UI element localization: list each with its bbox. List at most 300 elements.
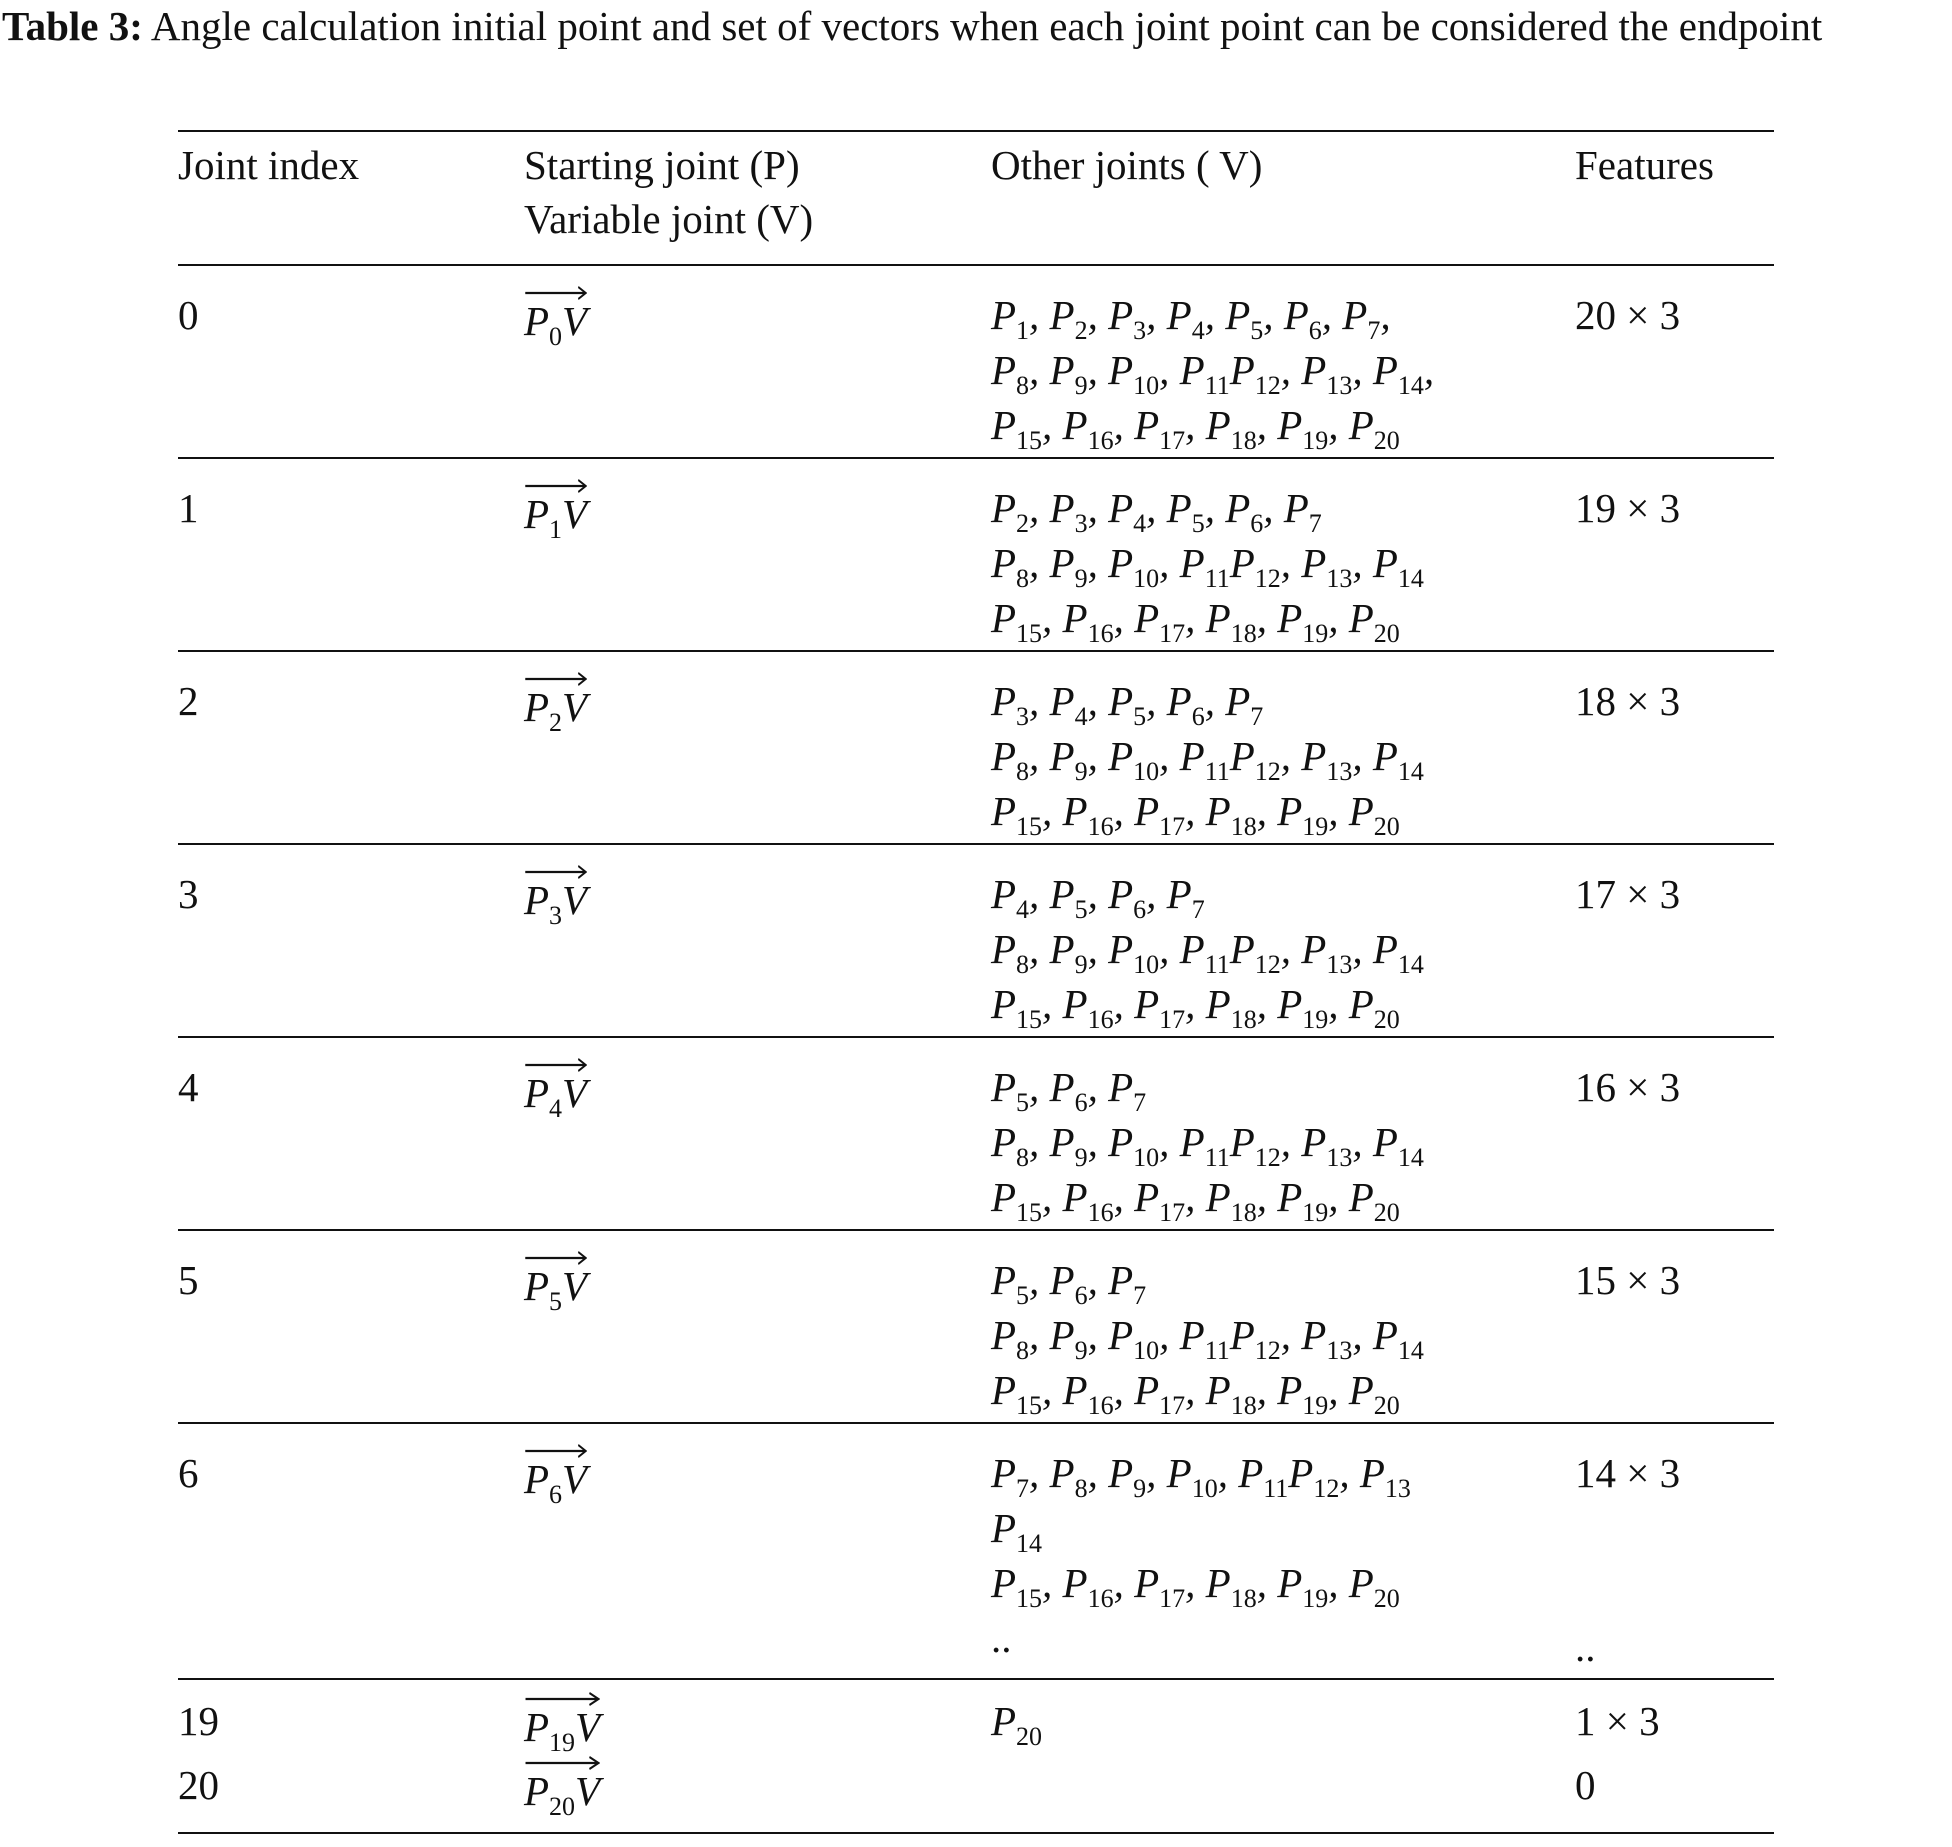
- starting-joint-cell: [524, 1758, 991, 1833]
- vector-arrow-icon: [524, 865, 587, 879]
- joint-term: $P_8$,: [991, 540, 1050, 593]
- joint-term: $P_{17}$,: [1134, 788, 1206, 841]
- joint-term: $P_6$,: [1166, 678, 1226, 731]
- joint-term: $P_{11}$: [1179, 926, 1230, 979]
- table-row: [178, 1758, 1774, 1833]
- joint-subscript: 1: [1016, 316, 1030, 345]
- table-row: [178, 1679, 1774, 1758]
- features-value: 1 × 3: [1575, 1698, 1660, 1744]
- joint-term: $P_{13}$,: [1301, 733, 1373, 786]
- joint-term: $P_{19}$,: [1277, 402, 1349, 455]
- joint-index-cell: 5: [178, 1230, 524, 1423]
- joint-term: $P_{12}$,: [1288, 1450, 1360, 1503]
- starting-joint-cell: [524, 1423, 991, 1679]
- joint-subscript: 18: [1230, 1391, 1257, 1420]
- joint-term: $P_{16}$,: [1062, 1560, 1135, 1613]
- joint-term: $P_{11}$: [1179, 733, 1230, 786]
- joint-subscript: 13: [1326, 564, 1353, 593]
- other-joints-line: [991, 1115, 1575, 1170]
- vector-symbol: [524, 674, 588, 737]
- joint-term: $P_9$,: [1049, 926, 1109, 979]
- joint-subscript: 10: [1133, 1336, 1160, 1365]
- joint-term: $P_{13}$,: [1301, 540, 1373, 593]
- joint-term: $P_{14}$: [1372, 1312, 1424, 1365]
- joint-subscript: 16: [1087, 619, 1114, 648]
- joint-subscript: 20: [1373, 1391, 1400, 1420]
- joint-subscript: 7: [1308, 509, 1322, 538]
- features-cell: [1575, 458, 1774, 651]
- joint-subscript: 20: [1373, 619, 1400, 648]
- joint-subscript: 15: [1016, 619, 1043, 648]
- joint-term: $P_{18}$,: [1205, 595, 1278, 648]
- joint-term: $P_5$,: [1225, 292, 1284, 345]
- joint-subscript: 18: [1230, 812, 1257, 841]
- joint-term: $P_{18}$,: [1205, 402, 1278, 455]
- joint-subscript: 15: [1016, 1005, 1043, 1034]
- joint-term: $P_{19}$,: [1277, 788, 1349, 841]
- joint-term: $P_{15}$,: [991, 1174, 1063, 1227]
- joint-term: $P_{12}$,: [1229, 1119, 1302, 1172]
- joint-subscript: 20: [1373, 812, 1400, 841]
- joint-index-cell: 2: [178, 651, 524, 844]
- joint-subscript: 7: [1016, 1474, 1030, 1503]
- vector-symbol: [524, 1758, 601, 1821]
- joint-subscript: 15: [1016, 426, 1043, 455]
- other-joints-line: [991, 1253, 1575, 1308]
- other-joints-line: [991, 674, 1575, 729]
- other-joints-cell: [991, 458, 1575, 651]
- joint-term: $P_{12}$,: [1229, 926, 1302, 979]
- joint-term: $P_3$,: [1049, 485, 1109, 538]
- joint-subscript: 18: [1230, 426, 1257, 455]
- joint-subscript: 13: [1384, 1474, 1411, 1503]
- joint-index-cell: 20: [178, 1758, 524, 1833]
- other-joints-line: [991, 1446, 1575, 1501]
- joint-subscript: 5: [1250, 316, 1264, 345]
- joint-term: $P_{17}$,: [1134, 595, 1206, 648]
- vector-math: $P_1V$: [524, 491, 588, 544]
- vector-arrow-icon: [524, 1058, 587, 1072]
- vector-math: $P_{19}V$: [524, 1704, 601, 1757]
- joint-term: $P_7$,: [991, 1450, 1050, 1503]
- other-joints-ellipsis: ..: [991, 1615, 1012, 1661]
- joint-subscript: 17: [1159, 426, 1186, 455]
- vector-arrow-icon: [524, 479, 587, 493]
- caption-label: Table 3:: [2, 3, 143, 49]
- vector-subscript: 1: [549, 515, 563, 544]
- joint-term: $P_9$,: [1108, 1450, 1167, 1503]
- joint-subscript: 14: [1397, 1336, 1424, 1365]
- vector-subscript: 20: [549, 1792, 576, 1821]
- vector-symbol: [524, 481, 588, 544]
- joint-term: $P_4$,: [1166, 292, 1226, 345]
- joint-subscript: 19: [1302, 426, 1329, 455]
- joint-term: $P_6$,: [1225, 485, 1284, 538]
- joint-subscript: 6: [1191, 702, 1205, 731]
- joint-index-cell: 3: [178, 844, 524, 1037]
- joint-subscript: 18: [1230, 1584, 1257, 1613]
- other-joints-line: [991, 977, 1575, 1032]
- joint-term: $P_{14}$: [1372, 926, 1424, 979]
- joint-term: $P_{15}$,: [991, 1367, 1063, 1420]
- joint-subscript: 6: [1074, 1088, 1088, 1117]
- vector-arrow-icon: [524, 286, 587, 300]
- joint-subscript: 11: [1204, 371, 1230, 400]
- joint-subscript: 5: [1016, 1088, 1030, 1117]
- joint-term: $P_{19}$,: [1277, 595, 1349, 648]
- joint-term: $P_{10}$,: [1108, 1312, 1180, 1365]
- joint-subscript: 18: [1230, 619, 1257, 648]
- joint-term: $P_6$,: [1283, 292, 1343, 345]
- other-joints-line: [991, 922, 1575, 977]
- joint-term: $P_{13}$: [1359, 1450, 1411, 1503]
- joint-term: $P_8$,: [991, 733, 1050, 786]
- joint-subscript: 9: [1074, 950, 1088, 979]
- vector-subscript: 4: [549, 1094, 563, 1123]
- header-other-joints: Other joints ( V): [991, 131, 1575, 265]
- joint-subscript: 8: [1074, 1474, 1088, 1503]
- joint-subscript: 8: [1016, 950, 1030, 979]
- joint-subscript: 17: [1159, 1198, 1186, 1227]
- vector-arrow-icon: [524, 1444, 587, 1458]
- table-row: [178, 265, 1774, 458]
- joint-term: $P_7$,: [1342, 292, 1391, 345]
- joint-subscript: 8: [1016, 564, 1030, 593]
- joint-term: $P_{16}$,: [1062, 402, 1135, 455]
- other-joints-line: [991, 591, 1575, 646]
- joint-term: $P_{20}$: [1348, 1560, 1400, 1613]
- joint-subscript: 5: [1074, 895, 1088, 924]
- joint-term: $P_5$,: [1049, 871, 1109, 924]
- joint-index-cell: 0: [178, 265, 524, 458]
- joint-term: $P_7$: [1166, 871, 1205, 924]
- other-joints-line: [991, 729, 1575, 784]
- other-joints-line: [991, 343, 1575, 398]
- joint-subscript: 16: [1087, 812, 1114, 841]
- joint-subscript: 10: [1133, 757, 1160, 786]
- joint-term: $P_{19}$,: [1277, 1174, 1349, 1227]
- joint-subscript: 15: [1016, 812, 1043, 841]
- joint-term: $P_{20}$: [991, 1698, 1043, 1751]
- table-row: [178, 651, 1774, 844]
- joint-subscript: 4: [1016, 895, 1030, 924]
- joint-term: $P_{18}$,: [1205, 981, 1278, 1034]
- joint-term: $P_{17}$,: [1134, 1367, 1206, 1420]
- joint-subscript: 14: [1016, 1529, 1043, 1558]
- other-joints-line: [991, 398, 1575, 453]
- joint-subscript: 13: [1326, 950, 1353, 979]
- joint-term: $P_5$,: [991, 1064, 1050, 1117]
- joint-term: $P_{11}$: [1179, 347, 1230, 400]
- vector-math: $P_{20}V$: [524, 1768, 601, 1821]
- joint-subscript: 9: [1133, 1474, 1147, 1503]
- joint-subscript: 20: [1373, 1198, 1400, 1227]
- joint-subscript: 3: [1074, 509, 1088, 538]
- joint-term: $P_6$,: [1049, 1257, 1109, 1310]
- table-caption: [2, 0, 1947, 52]
- joint-term: $P_4$,: [1049, 678, 1109, 731]
- vector-subscript: 19: [549, 1728, 576, 1757]
- joint-term: $P_{15}$,: [991, 402, 1063, 455]
- features-cell: [1575, 1037, 1774, 1230]
- joint-term: $P_6$,: [1108, 871, 1167, 924]
- joint-subscript: 6: [1074, 1281, 1088, 1310]
- joint-term: $P_6$,: [1049, 1064, 1109, 1117]
- joint-subscript: 14: [1397, 950, 1424, 979]
- joint-term: $P_{19}$,: [1277, 1560, 1349, 1613]
- joint-subscript: 7: [1250, 702, 1264, 731]
- joint-term: $P_{14}$: [1372, 1119, 1424, 1172]
- joint-term: $P_1$,: [991, 292, 1050, 345]
- joint-subscript: 16: [1087, 1005, 1114, 1034]
- other-joints-cell: [991, 1230, 1575, 1423]
- joint-subscript: 9: [1074, 371, 1088, 400]
- joint-term: $P_{17}$,: [1134, 981, 1206, 1034]
- joint-term: $P_{12}$,: [1229, 733, 1302, 786]
- joint-term: $P_{11}$: [1179, 540, 1230, 593]
- joint-term: $P_{20}$: [1348, 1174, 1400, 1227]
- joint-term: $P_{18}$,: [1205, 1174, 1278, 1227]
- joint-term: $P_{10}$,: [1108, 347, 1180, 400]
- joint-term: $P_2$,: [1049, 292, 1109, 345]
- header-joint-index: Joint index: [178, 131, 524, 265]
- vector-symbol: [524, 1060, 588, 1123]
- vector-arrow-icon: [524, 1251, 587, 1265]
- joint-subscript: 4: [1133, 509, 1147, 538]
- joint-term: $P_9$,: [1049, 347, 1109, 400]
- joint-subscript: 8: [1016, 1143, 1030, 1172]
- features-value: 18 × 3: [1575, 678, 1681, 724]
- features-ellipsis: ..: [1575, 1624, 1596, 1670]
- starting-joint-cell: [524, 265, 991, 458]
- joint-term: $P_{19}$,: [1277, 981, 1349, 1034]
- joint-term: $P_{13}$,: [1301, 1312, 1373, 1365]
- header-features: Features: [1575, 131, 1774, 265]
- vector-symbol: [524, 288, 588, 351]
- joint-subscript: 12: [1313, 1474, 1340, 1503]
- joint-subscript: 20: [1373, 1005, 1400, 1034]
- joint-subscript: 19: [1302, 812, 1329, 841]
- joint-subscript: 6: [1250, 509, 1264, 538]
- vector-math: $P_4V$: [524, 1070, 588, 1123]
- joint-term: $P_{18}$,: [1205, 1560, 1278, 1613]
- joint-term: $P_{20}$: [1348, 1367, 1400, 1420]
- joint-subscript: 19: [1302, 1584, 1329, 1613]
- header-row: [178, 131, 1774, 265]
- other-joints-line: [991, 481, 1575, 536]
- joint-term: $P_{10}$,: [1108, 1119, 1180, 1172]
- joint-term: $P_8$,: [1049, 1450, 1109, 1503]
- starting-joint-cell: [524, 1679, 991, 1758]
- other-joints-line: [991, 536, 1575, 591]
- joint-subscript: 7: [1133, 1281, 1147, 1310]
- joint-term: $P_{18}$,: [1205, 788, 1278, 841]
- other-joints-line: [991, 1170, 1575, 1225]
- joint-term: $P_9$,: [1049, 1312, 1109, 1365]
- joint-subscript: 17: [1159, 812, 1186, 841]
- joint-term: $P_{13}$,: [1301, 1119, 1373, 1172]
- vector-math: $P_6V$: [524, 1456, 588, 1509]
- features-cell: [1575, 651, 1774, 844]
- joint-subscript: 5: [1133, 702, 1147, 731]
- joint-subscript: 12: [1254, 371, 1281, 400]
- joint-term: $P_3$,: [991, 678, 1050, 731]
- joint-subscript: 17: [1159, 619, 1186, 648]
- caption-text: Angle calculation initial point and set of vectors when each joint point can be considered the endpoint: [142, 3, 1823, 49]
- other-joints-line: [991, 1060, 1575, 1115]
- joint-subscript: 17: [1159, 1391, 1186, 1420]
- features-value: 17 × 3: [1575, 871, 1681, 917]
- joint-term: $P_{16}$,: [1062, 1367, 1135, 1420]
- starting-joint-cell: [524, 458, 991, 651]
- joint-subscript: 13: [1326, 1336, 1353, 1365]
- joint-term: $P_{10}$,: [1108, 540, 1180, 593]
- features-cell: [1575, 1423, 1774, 1679]
- other-joints-cell: [991, 844, 1575, 1037]
- joint-term: $P_8$,: [991, 1119, 1050, 1172]
- joint-term: $P_8$,: [991, 1312, 1050, 1365]
- joint-subscript: 19: [1302, 619, 1329, 648]
- joint-term: $P_5$,: [1166, 485, 1226, 538]
- joint-term: $P_{12}$,: [1229, 347, 1302, 400]
- joint-term: $P_4$,: [1108, 485, 1167, 538]
- joint-term: $P_7$: [1283, 485, 1322, 538]
- joint-term: $P_{11}$: [1179, 1312, 1230, 1365]
- joint-subscript: 13: [1326, 757, 1353, 786]
- header-starting-joint: [524, 131, 991, 265]
- joint-index-cell: 6: [178, 1423, 524, 1679]
- starting-joint-cell: [524, 651, 991, 844]
- joint-subscript: 17: [1159, 1584, 1186, 1613]
- vector-math: $P_2V$: [524, 684, 588, 737]
- header-starting-line1: Starting joint (P): [524, 142, 800, 188]
- header-starting-line2: Variable joint (V): [524, 196, 814, 242]
- vector-subscript: 0: [549, 322, 563, 351]
- joint-subscript: 19: [1302, 1198, 1329, 1227]
- table-body: [178, 265, 1774, 1833]
- vector-symbol: [524, 867, 588, 930]
- joint-term: $P_{10}$,: [1108, 926, 1180, 979]
- other-joints-line: [991, 1694, 1575, 1749]
- joint-subscript: 20: [1373, 1584, 1400, 1613]
- joint-term: $P_9$,: [1049, 540, 1109, 593]
- joint-term: $P_8$,: [991, 926, 1050, 979]
- joint-subscript: 9: [1074, 757, 1088, 786]
- joint-term: $P_{15}$,: [991, 595, 1063, 648]
- joint-term: $P_{16}$,: [1062, 1174, 1135, 1227]
- joint-subscript: 12: [1254, 1336, 1281, 1365]
- joint-subscript: 14: [1397, 564, 1424, 593]
- features-value: 0: [1575, 1762, 1596, 1808]
- joint-term: $P_{17}$,: [1134, 402, 1206, 455]
- joint-subscript: 19: [1302, 1391, 1329, 1420]
- vector-arrow-icon: [524, 672, 587, 686]
- vector-arrow-icon: [524, 1756, 600, 1770]
- features-cell: [1575, 1230, 1774, 1423]
- joint-subscript: 16: [1087, 1584, 1114, 1613]
- joint-subscript: 20: [1373, 426, 1400, 455]
- joint-term: $P_{16}$,: [1062, 595, 1135, 648]
- other-joints-line: [991, 1556, 1575, 1611]
- joint-subscript: 10: [1191, 1474, 1218, 1503]
- joint-term: $P_{11}$: [1179, 1119, 1230, 1172]
- joint-subscript: 15: [1016, 1198, 1043, 1227]
- vector-subscript: 5: [549, 1287, 563, 1316]
- joint-subscript: 8: [1016, 371, 1030, 400]
- other-joints-cell: [991, 1037, 1575, 1230]
- starting-joint-cell: [524, 1037, 991, 1230]
- joint-term: $P_{15}$,: [991, 788, 1063, 841]
- joint-subscript: 11: [1204, 564, 1230, 593]
- table-row: [178, 1037, 1774, 1230]
- joint-subscript: 9: [1074, 1143, 1088, 1172]
- features-value: 20 × 3: [1575, 292, 1681, 338]
- joint-subscript: 14: [1397, 371, 1424, 400]
- joint-subscript: 15: [1016, 1391, 1043, 1420]
- joint-term: $P_5$,: [1108, 678, 1167, 731]
- joint-subscript: 8: [1016, 757, 1030, 786]
- joint-subscript: 17: [1159, 1005, 1186, 1034]
- joint-subscript: 10: [1133, 564, 1160, 593]
- joint-subscript: 16: [1087, 1198, 1114, 1227]
- table-row: [178, 1423, 1774, 1679]
- joint-subscript: 14: [1397, 757, 1424, 786]
- other-joints-line: [991, 1501, 1575, 1556]
- features-value: 15 × 3: [1575, 1257, 1681, 1303]
- joint-subscript: 20: [1016, 1722, 1043, 1751]
- joint-term: $P_{12}$,: [1229, 540, 1302, 593]
- joint-subscript: 13: [1326, 371, 1353, 400]
- table-row: [178, 844, 1774, 1037]
- vector-symbol: [524, 1253, 588, 1316]
- joint-subscript: 18: [1230, 1005, 1257, 1034]
- joint-term: $P_9$,: [1049, 733, 1109, 786]
- joint-term: $P_5$,: [991, 1257, 1050, 1310]
- joint-subscript: 5: [1016, 1281, 1030, 1310]
- joint-term: $P_{18}$,: [1205, 1367, 1278, 1420]
- joint-subscript: 10: [1133, 1143, 1160, 1172]
- table-row: [178, 458, 1774, 651]
- joint-term: $P_{17}$,: [1134, 1560, 1206, 1613]
- joint-subscript: 4: [1191, 316, 1205, 345]
- joint-term: $P_{13}$,: [1301, 347, 1373, 400]
- vector-symbol: [524, 1694, 601, 1757]
- joint-term: $P_{16}$,: [1062, 788, 1135, 841]
- joint-term: $P_{14}$: [1372, 733, 1424, 786]
- other-joints-line: [991, 1308, 1575, 1363]
- features-cell: [1575, 844, 1774, 1037]
- joint-term: $P_{20}$: [1348, 981, 1400, 1034]
- vector-subscript: 6: [549, 1480, 563, 1509]
- joint-subscript: 7: [1133, 1088, 1147, 1117]
- other-joints-cell: [991, 265, 1575, 458]
- joint-subscript: 15: [1016, 1584, 1043, 1613]
- joint-subscript: 8: [1016, 1336, 1030, 1365]
- other-joints-cell: [991, 1679, 1575, 1758]
- joint-term: $P_{14}$,: [1372, 347, 1435, 400]
- joint-subscript: 16: [1087, 426, 1114, 455]
- features-cell: [1575, 265, 1774, 458]
- joint-term: $P_7$: [1225, 678, 1264, 731]
- table-row: [178, 1230, 1774, 1423]
- joint-subscript: 2: [1074, 316, 1088, 345]
- joint-subscript: 12: [1254, 1143, 1281, 1172]
- joint-term: $P_7$: [1108, 1064, 1147, 1117]
- joint-subscript: 14: [1397, 1143, 1424, 1172]
- joint-term: $P_{10}$,: [1108, 733, 1180, 786]
- joint-subscript: 7: [1367, 316, 1381, 345]
- joint-subscript: 10: [1133, 950, 1160, 979]
